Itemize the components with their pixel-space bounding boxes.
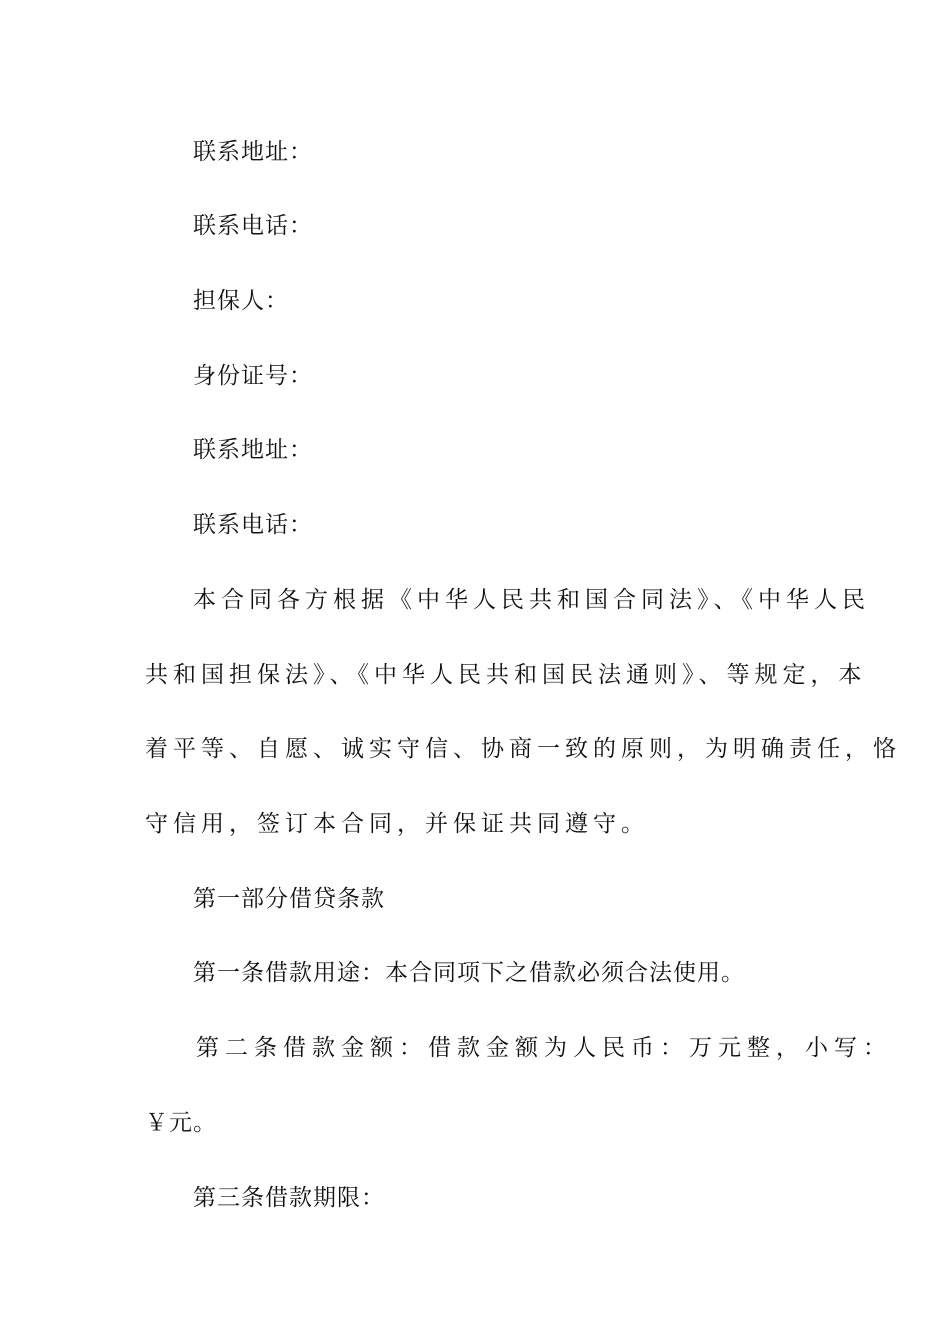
preamble-line-1: 本合同各方根据《中华人民共和国合同法》、《中华人民	[193, 587, 870, 613]
article-2-line-2: ￥元。	[145, 1110, 217, 1136]
article-1: 第一条借款用途：本合同项下之借款必须合法使用。	[193, 960, 745, 986]
preamble-line-2: 共和国担保法》、《中华人民共和国民法通则》、等规定，本	[145, 662, 867, 688]
preamble-line-3: 着平等、自愿、诚实守信、协商一致的原则，为明确责任，恪	[145, 736, 901, 762]
id-number-label: 身份证号：	[193, 363, 313, 389]
article-3: 第三条借款期限：	[193, 1185, 385, 1211]
contact-address-label: 联系地址：	[193, 139, 313, 165]
guarantor-label: 担保人：	[193, 288, 289, 314]
guarantor-phone-label: 联系电话：	[193, 512, 313, 538]
contact-phone-label: 联系电话：	[193, 213, 313, 239]
preamble-line-4: 守信用，签订本合同，并保证共同遵守。	[145, 811, 649, 837]
part-one-heading: 第一部分借贷条款	[193, 886, 385, 912]
article-2-line-1: 第二条借款金额：借款金额为人民币：万元整，小写：	[196, 1035, 892, 1061]
guarantor-address-label: 联系地址：	[193, 437, 313, 463]
